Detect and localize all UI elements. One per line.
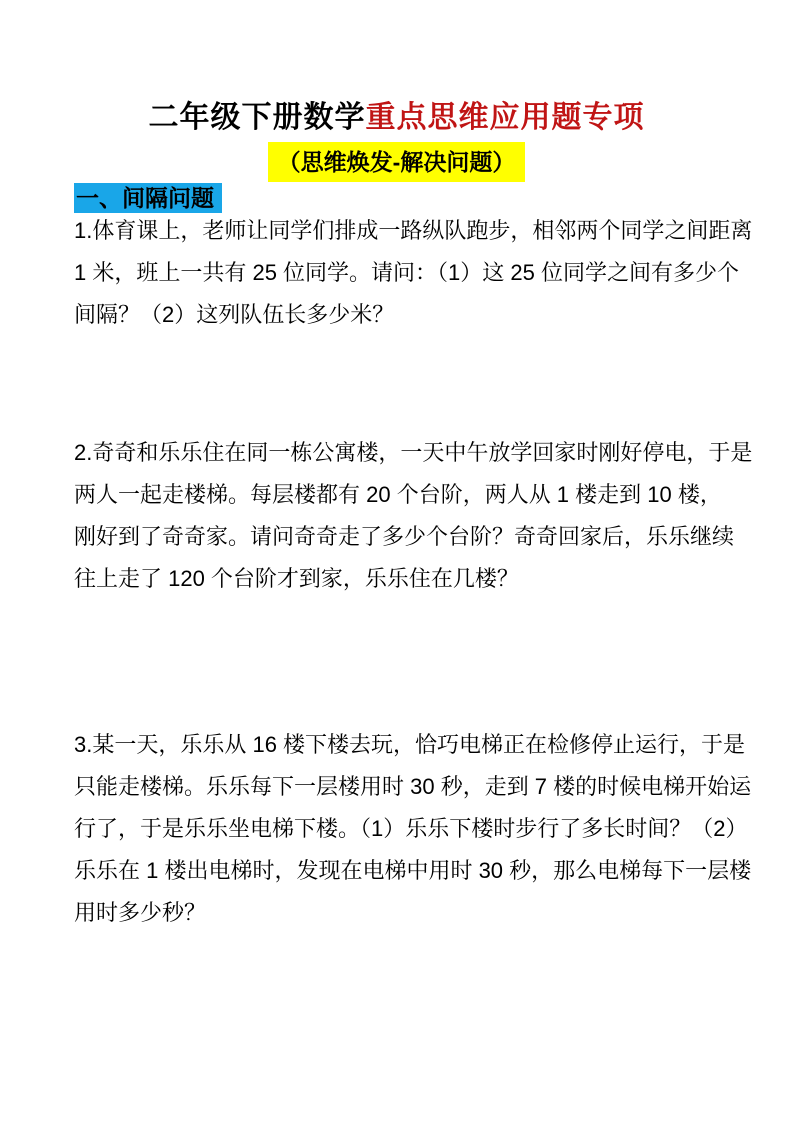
problem-text-line: 行了，于是乐乐坐电梯下楼。（1）乐乐下楼时步行了多长时间？（2） — [74, 816, 748, 841]
problem-text-line: 3.某一天，乐乐从 16 楼下楼去玩，恰巧电梯正在检修停止运行，于是 — [74, 732, 746, 757]
problem-text-line: 只能走楼梯。乐乐每下一层楼用时 30 秒，走到 7 楼的时候电梯开始运 — [74, 774, 752, 799]
problem-1 — [74, 210, 753, 336]
section-header — [74, 183, 222, 213]
problem-2 — [74, 432, 753, 600]
problem-text-line: 用时多少秒？ — [74, 900, 207, 925]
page-title — [0, 97, 793, 139]
problem-3 — [74, 724, 752, 934]
problem-text-line: 两人一起走楼梯。每层楼都有 20 个台阶，两人从 1 楼走到 10 楼， — [74, 482, 722, 507]
problem-text-line: 1.体育课上，老师让同学们排成一路纵队跑步，相邻两个同学之间距离 — [74, 218, 753, 243]
problem-text-line: 1 米，班上一共有 25 位同学。请问：（1）这 25 位同学之间有多少个 — [74, 260, 739, 285]
subtitle-highlighted-text: （思维焕发-解决问题） — [268, 142, 526, 182]
problem-text-line: 2.奇奇和乐乐住在同一栋公寓楼，一天中午放学回家时刚好停电，于是 — [74, 440, 753, 465]
page-title-red-part: 重点思维应用题专项 — [365, 101, 645, 134]
problem-text-line: 往上走了 120 个台阶才到家，乐乐住在几楼？ — [74, 566, 519, 591]
section-header-label: 一、间隔问题 — [74, 183, 222, 213]
page-title-black-part: 二年级下册数学 — [148, 101, 366, 134]
problem-text-line: 刚好到了奇奇家。请问奇奇走了多少个台阶？奇奇回家后，乐乐继续 — [74, 524, 735, 549]
problem-text-line: 乐乐在 1 楼出电梯时，发现在电梯中用时 30 秒，那么电梯每下一层楼 — [74, 858, 752, 883]
problem-text-line: 间隔？（2）这列队伍长多少米？ — [74, 302, 395, 327]
subtitle-row — [0, 142, 793, 182]
